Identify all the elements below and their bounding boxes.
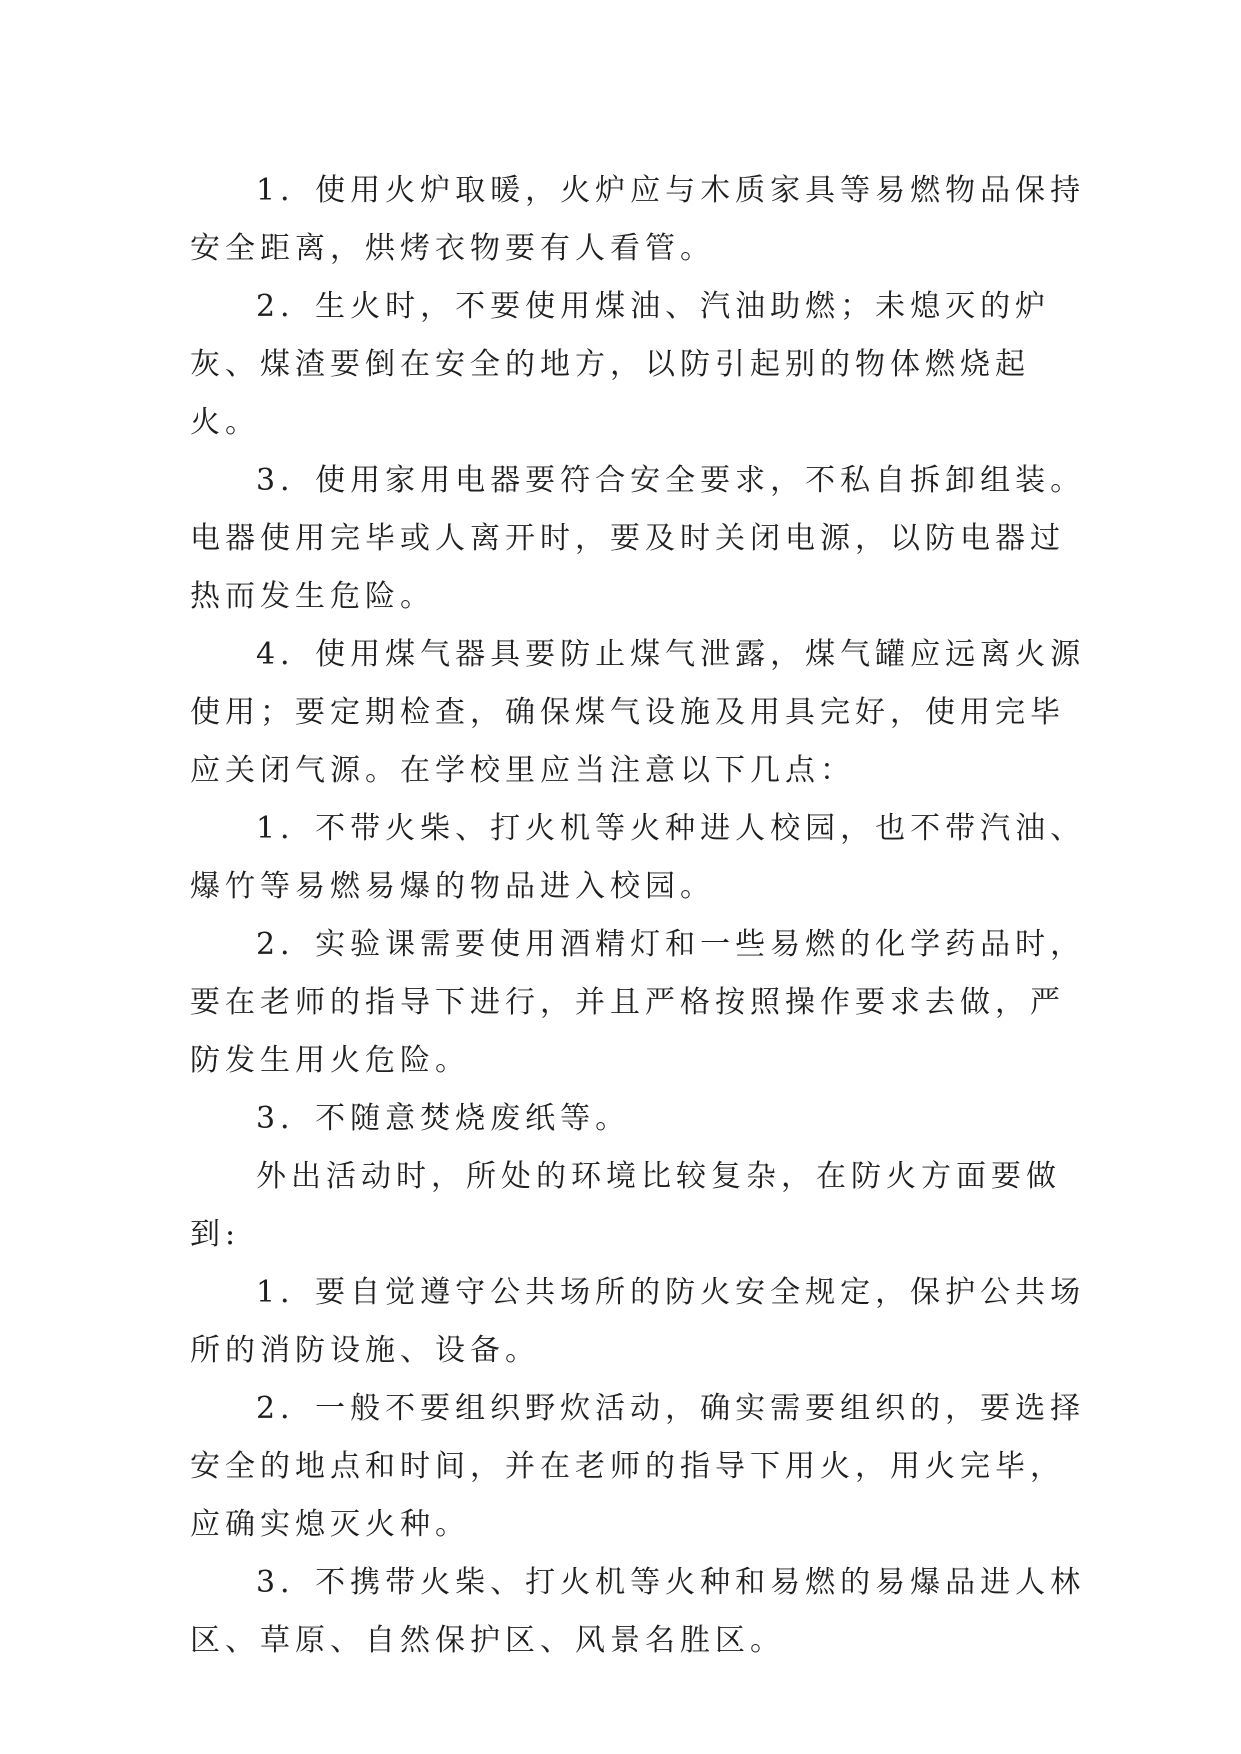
- paragraph-outdoor-public: 1．要自觉遵守公共场所的防火安全规定，保护公共场所的消防设施、设备。: [190, 1275, 1086, 1368]
- paragraph-outdoor-intro: 外出活动时，所处的环境比较复杂，在防火方面要做到:: [190, 1159, 1061, 1252]
- paragraph-home-gas: 4．使用煤气器具要防止煤气泄露，煤气罐应远离火源使用；要定期检查，确保煤气设施及用具完好，使用完毕应关闭气源。在学校里应当注意以下几点：: [190, 637, 1086, 788]
- document-body: [190, 162, 1090, 1670]
- paragraph-school-burning: 3．不随意焚烧废纸等。: [256, 1101, 631, 1136]
- paragraph-home-kindling: 2．生火时，不要使用煤油、汽油助燃；未熄灭的炉灰、煤渣要倒在安全的地方，以防引起别的物体燃烧起火。: [190, 289, 1051, 440]
- paragraph-outdoor-forest: 3．不携带火柴、打火机等火种和易燃的易爆品进人林区、草原、自然保护区、风景名胜区。: [190, 1565, 1086, 1658]
- paragraph-school-lab: 2．实验课需要使用酒精灯和一些易燃的化学药品时，要在老师的指导下进行，并且严格按照操作要求去做，严防发生用火危险。: [190, 927, 1086, 1078]
- paragraph-home-appliances: 3．使用家用电器要符合安全要求，不私自拆卸组装。电器使用完毕或人离开时，要及时关闭电源，以防电器过热而发生危险。: [190, 463, 1086, 614]
- paragraph-outdoor-picnic: 2．一般不要组织野炊活动，确实需要组织的，要选择安全的地点和时间，并在老师的指导下用火，用火完毕，应确实熄灭火种。: [190, 1391, 1086, 1542]
- paragraph-school-firestarters: 1．不带火柴、打火机等火种进人校园，也不带汽油、爆竹等易燃易爆的物品进入校园。: [190, 811, 1086, 904]
- paragraph-home-stove: 1．使用火炉取暖，火炉应与木质家具等易燃物品保持安全距离，烘烤衣物要有人看管。: [190, 173, 1086, 266]
